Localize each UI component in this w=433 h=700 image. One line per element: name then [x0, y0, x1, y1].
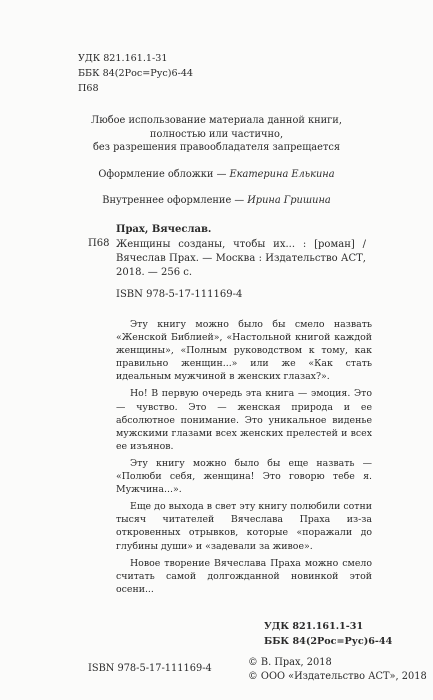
bibliography-description: Женщины созданы, чтобы их... : [роман] / Вячеслав Прах. — Москва : Издательство АСТ, 2018. — 256 с.	[116, 239, 366, 278]
annotation-paragraph: Эту книгу можно было бы еще назвать — «Полюби себя, женщина! Это говорю тебе я. Мужчина...».	[116, 457, 372, 496]
footer-isbn: ISBN 978-5-17-111169-4	[88, 663, 212, 674]
copyright-publisher: © ООО «Издательство АСТ», 2018	[248, 671, 427, 682]
annotation-paragraph: Новое творение Вячеслава Праха можно смело считать самой долгожданной новинкой этой осени...	[116, 557, 372, 595]
author-mark: П68	[78, 83, 99, 94]
rights-notice-line: Любое использование материала данной книги,	[91, 115, 342, 126]
annotation-paragraph: Еще до выхода в свет эту книгу полюбили сотни тысяч читателей Вячеслава Праха из-за откровенных отрывков, которые «поражали до глубины души» и «задевали за живое».	[116, 501, 372, 552]
copyright-author: © В. Прах, 2018	[248, 657, 332, 668]
bibliography-isbn: ISBN 978-5-17-111169-4	[116, 289, 243, 300]
interior-design-label: Внутреннее оформление —	[102, 195, 248, 206]
rights-notice-line: полностью или частично,	[149, 128, 284, 140]
interior-designer-name: Ирина Гришина	[247, 195, 331, 206]
bibliography-author: Прах, Вячеслав.	[116, 224, 212, 235]
cover-design-credit	[0, 169, 433, 180]
cover-design-label: Оформление обложки —	[98, 169, 230, 180]
footer-bbk-code: ББК 84(2Рос=Рус)6-44	[264, 636, 393, 647]
annotation	[116, 318, 372, 600]
interior-design-credit	[0, 195, 433, 206]
bbk-code: ББК 84(2Рос=Рус)6-44	[78, 68, 194, 79]
bibliography-author-mark: П68	[88, 238, 110, 249]
annotation-paragraph: Эту книгу можно было бы смело назвать «Женской Библией», «Настольной книгой каждой женщины», «Полным руководством к тому, как правильно женщин...» или же «Как стать идеальным мужчиной в женских глазах?».	[116, 319, 372, 383]
annotation-paragraph: Но! В первую очередь эта книга — эмоция. Это — чувство. Это — женская природа и ее абсолютное понимание. Это уникальное виденье мужскими глазами всех женских прелестей и всех ее изъянов.	[116, 388, 372, 452]
cover-designer-name: Екатерина Елькина	[229, 169, 335, 180]
rights-notice	[0, 114, 433, 155]
footer-udk-code: УДК 821.161.1-31	[264, 621, 364, 632]
udk-code: УДК 821.161.1-31	[78, 53, 168, 64]
rights-notice-line: без разрешения правообладателя запрещается	[92, 142, 341, 153]
